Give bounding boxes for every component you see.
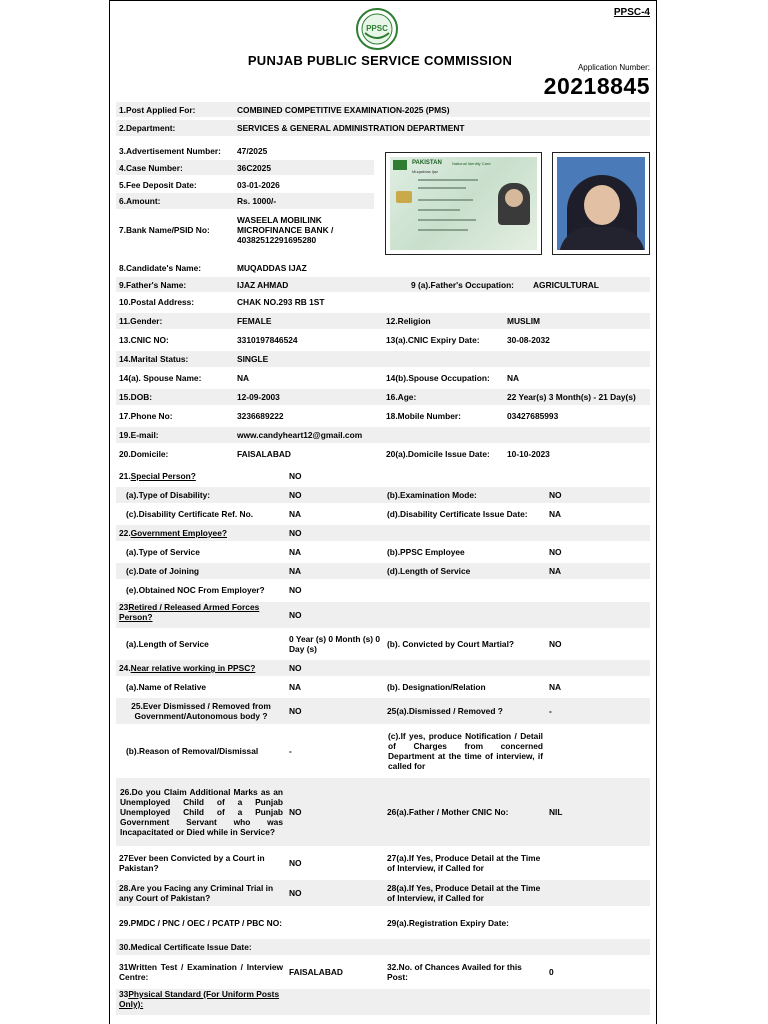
row-cnic	[116, 332, 650, 348]
label: 1.Post Applied For:	[119, 104, 196, 115]
value: NA	[549, 509, 562, 519]
value: NO	[289, 888, 302, 898]
label: 19.E-mail:	[119, 430, 159, 440]
row-registration	[116, 910, 650, 936]
label: 10.Postal Address:	[119, 296, 195, 307]
label: 27(a).If Yes, Produce Detail at the Time of Interview, if Called for	[387, 853, 541, 873]
value: NO	[289, 585, 302, 595]
label: Retired / Released Armed Forces Person?	[119, 602, 260, 622]
value: NO	[289, 528, 302, 538]
label: 14(b).Spouse Occupation:	[386, 373, 490, 383]
label: 29.PMDC / PNC / OEC / PCATP / PBC NO:	[119, 918, 283, 928]
label: Physical Standard (For Uniform Posts Only):	[119, 989, 280, 1009]
label: 28.Are you Facing any Criminal Trial in any Court of Pakistan?	[119, 883, 274, 903]
logo-text: PPSC	[366, 24, 388, 33]
value: NO	[289, 490, 302, 500]
row-spouse	[116, 370, 650, 386]
label: (a).Type of Disability:	[126, 490, 211, 500]
label: 20(a).Domicile Issue Date:	[386, 449, 490, 459]
label: (a).Name of Relative	[126, 682, 207, 692]
chip-icon	[396, 191, 412, 203]
label: 26(a).Father / Mother CNIC No:	[387, 807, 509, 817]
label: 7.Bank Name/PSID No:	[119, 225, 210, 235]
row-department	[116, 120, 650, 136]
row-armed-service	[116, 631, 650, 657]
label: (b). Designation/Relation	[387, 682, 486, 692]
row-dismissed	[116, 698, 650, 724]
row-advertisement	[116, 144, 374, 158]
row-bank	[116, 212, 374, 248]
row-additional-marks	[116, 778, 650, 846]
value: IJAZ AHMAD	[237, 279, 289, 290]
value: NO	[289, 610, 302, 620]
application-form	[109, 0, 657, 1024]
label: 27Ever been Convicted by a Court in Pakistan?	[119, 853, 265, 873]
org-title: PUNJAB PUBLIC SERVICE COMMISSION	[247, 53, 513, 68]
label: (a).Length of Service	[126, 639, 209, 649]
row-candidate-name	[116, 260, 650, 275]
row-phone	[116, 408, 650, 424]
value: NIL	[549, 807, 563, 817]
row-fee-date	[116, 177, 374, 192]
value: 22 Year(s) 3 Month(s) - 21 Day(s)	[507, 392, 636, 402]
label: 4.Case Number:	[119, 162, 183, 173]
row-disability-type	[116, 487, 650, 503]
value: SINGLE	[237, 354, 269, 364]
label: 17.Phone No:	[119, 411, 173, 421]
label: 26.Do you Claim Additional Marks as an Unemployed Child of a Punjab Unemployed Child of a Punjab Government Servant who was Incapacitated or Died while in Service?	[120, 787, 283, 837]
label: 31Written Test / Examination / Interview Centre:	[119, 961, 283, 982]
row-marital	[116, 351, 650, 367]
value: NO	[549, 490, 562, 500]
label: 28(a).If Yes, Produce Detail at the Time of Interview, if Called for	[387, 883, 541, 903]
row-near-relative	[116, 660, 650, 676]
app-number: 20218845	[543, 73, 650, 99]
row-service-type	[116, 544, 650, 560]
q-number: 21.	[119, 471, 131, 481]
label: 14(a). Spouse Name:	[119, 373, 202, 383]
value: NO	[289, 471, 302, 481]
label: 13.CNIC NO:	[119, 335, 169, 345]
row-joining	[116, 563, 650, 579]
value: CHAK NO.293 RB 1ST	[237, 296, 325, 307]
value: 12-09-2003	[237, 392, 280, 402]
value: NA	[549, 566, 562, 576]
value: FAISALABAD	[237, 449, 291, 459]
value: NA	[289, 547, 302, 557]
value: 3310197846524	[237, 335, 298, 345]
q-number: 33	[119, 989, 129, 999]
label: 12.Religion	[386, 316, 431, 326]
value: 10-10-2023	[507, 449, 550, 459]
label: (d).Length of Service	[387, 566, 471, 576]
value: NO	[289, 858, 302, 868]
value: MUSLIM	[507, 316, 541, 326]
label: Government Employee?	[130, 528, 227, 538]
row-amount	[116, 193, 374, 209]
label: 2.Department:	[119, 123, 176, 133]
label: (c).Date of Joining	[126, 566, 200, 576]
row-dob	[116, 389, 650, 405]
label: 25(a).Dismissed / Removed ?	[387, 706, 503, 716]
row-relative-name	[116, 679, 650, 695]
value: NO	[289, 706, 302, 716]
row-email	[116, 427, 650, 443]
label: 20.Domicile:	[119, 449, 169, 459]
label: (e).Obtained NOC From Employer?	[126, 585, 265, 595]
app-number-label: Application Number:	[577, 63, 650, 72]
value: 03-01-2026	[237, 179, 280, 190]
q-number: 23	[119, 602, 129, 612]
label: 5.Fee Deposit Date:	[119, 179, 197, 190]
row-disability-cert	[116, 506, 650, 522]
form-code: PPSC-4	[613, 7, 650, 18]
value: NA	[237, 373, 250, 383]
label: 25.Ever Dismissed / Removed from Government/Autonomous body ?	[131, 701, 271, 721]
value: www.candyheart12@gmail.com	[237, 430, 363, 440]
value: NO	[549, 547, 562, 557]
row-domicile	[116, 446, 650, 462]
label: 9 (a).Father's Occupation:	[411, 279, 514, 290]
label: 11.Gender:	[119, 316, 163, 326]
row-govt-employee	[116, 525, 650, 541]
value: -	[549, 706, 552, 716]
row-case-number	[116, 160, 374, 175]
label: 14.Marital Status:	[119, 354, 189, 364]
label: (a).Type of Service	[126, 547, 200, 557]
value: NO	[289, 807, 302, 817]
row-criminal-trial	[116, 880, 650, 906]
label: (c).Disability Certificate Ref. No.	[126, 509, 254, 519]
value: 30-08-2032	[507, 335, 550, 345]
value: NA	[549, 682, 562, 692]
label: 29(a).Registration Expiry Date:	[387, 918, 509, 928]
value: 03427685993	[507, 411, 559, 421]
row-noc	[116, 582, 650, 598]
card-title: National Identity Card	[452, 161, 491, 166]
label: (b).Examination Mode:	[387, 490, 477, 500]
row-father	[116, 277, 650, 292]
row-post	[116, 102, 650, 117]
flag-icon	[393, 160, 407, 170]
value: NA	[289, 682, 302, 692]
ppsc-logo	[352, 7, 402, 51]
value: FAISALABAD	[289, 966, 343, 977]
value: MUQADDAS IJAZ	[237, 262, 307, 273]
value: FEMALE	[237, 316, 272, 326]
label: 15.DOB:	[119, 392, 153, 402]
q-number: 24.	[119, 663, 131, 673]
label: (b).PPSC Employee	[387, 547, 465, 557]
value: SERVICES & GENERAL ADMINISTRATION DEPARTMENT	[237, 123, 465, 133]
value: 3236689222	[237, 411, 284, 421]
label: 30.Medical Certificate Issue Date:	[119, 942, 252, 952]
label: 3.Advertisement Number:	[119, 146, 221, 156]
row-removal-reason	[116, 728, 650, 774]
row-physical-standard	[116, 989, 650, 1015]
row-gender	[116, 313, 650, 329]
label: 8.Candidate's Name:	[119, 262, 202, 273]
value: NA	[507, 373, 520, 383]
q-number: 22.	[119, 528, 131, 538]
row-address	[116, 294, 650, 309]
value: 0	[549, 966, 554, 977]
row-medical	[116, 939, 650, 955]
value: WASEELA MOBILINK MICROFINANCE BANK / 40382512291695280	[237, 215, 334, 245]
value: COMBINED COMPETITIVE EXAMINATION-2025 (PMS)	[237, 104, 450, 115]
row-test-centre	[116, 958, 650, 985]
value: 36C2025	[237, 162, 271, 173]
label: (b).Reason of Removal/Dismissal	[126, 746, 259, 756]
value: 0 Year (s) 0 Month (s) 0 Day (s)	[289, 634, 381, 654]
label: 16.Age:	[386, 392, 417, 402]
value: -	[289, 746, 292, 756]
cnic-card-image	[385, 152, 542, 255]
value: Rs. 1000/-	[237, 196, 277, 206]
value: NA	[289, 509, 302, 519]
card-name: Muqaddas Ijaz	[412, 169, 439, 174]
label: (c).If yes, produce Notification / Detail of Charges from concerned Department at the time of interview, if called for	[388, 731, 543, 771]
row-armed-forces	[116, 602, 650, 628]
label: 9.Father's Name:	[119, 279, 187, 290]
label: 18.Mobile Number:	[386, 411, 461, 421]
value: NO	[549, 639, 562, 649]
candidate-photo	[552, 152, 650, 255]
label: (d).Disability Certificate Issue Date:	[387, 509, 528, 519]
value: 47/2025	[237, 146, 268, 156]
value: NO	[289, 663, 302, 673]
label: (b). Convicted by Court Martial?	[387, 639, 515, 649]
card-country: PAKISTAN	[412, 160, 442, 166]
label: 6.Amount:	[119, 196, 161, 206]
label: 13(a).CNIC Expiry Date:	[386, 335, 480, 345]
value: AGRICULTURAL	[533, 279, 599, 290]
value: NA	[289, 566, 302, 576]
label: Near relative working in PPSC?	[130, 663, 256, 673]
row-special-person	[116, 468, 650, 484]
label: Special Person?	[130, 471, 196, 481]
label: 32.No. of Chances Availed for this Post:	[387, 961, 522, 982]
row-convicted	[116, 850, 650, 876]
